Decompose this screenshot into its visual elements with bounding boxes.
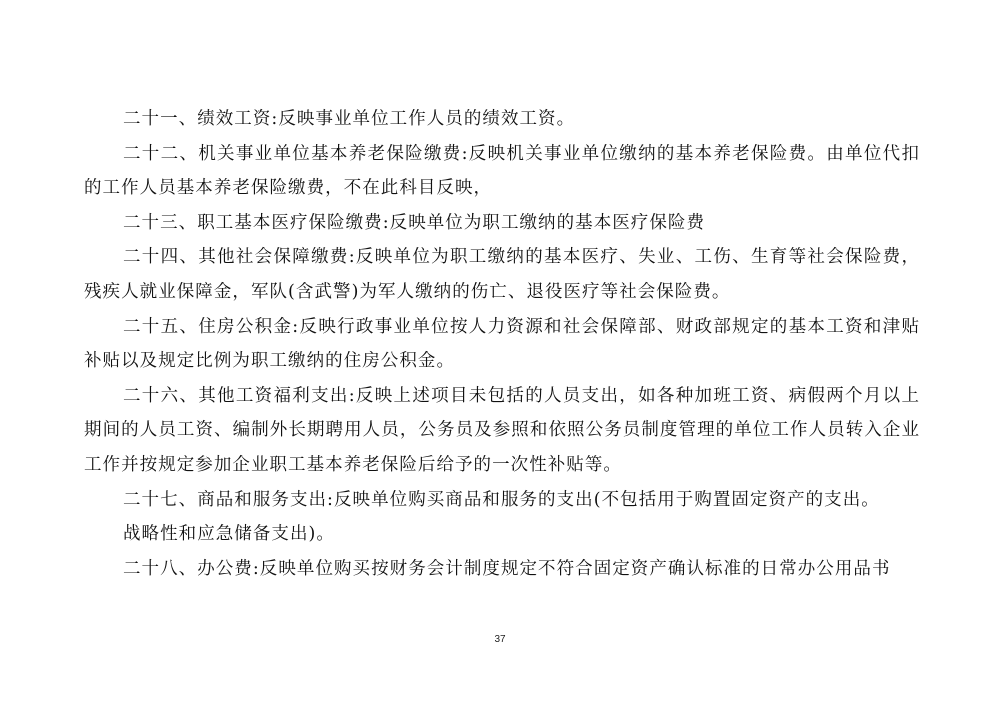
- paragraph-item-21: 二十一、绩效工资:反映事业单位工作人员的绩效工资。: [123, 109, 576, 129]
- page-number: 37: [494, 634, 506, 645]
- paragraph-item-26: 二十六、其他工资福利支出:反映上述项目未包括的人员支出，如各种加班工资、病假两个月以上期间的人员工资、编制外长期聘用人员，公务员及参照和依照公务员制度管理的单位工作人员转入企业工作并按规定参加企业职工基本养老保险后给予的一次性补贴等。: [84, 385, 920, 475]
- paragraph-item-22: 二十二、机关事业单位基本养老保险缴费:反映机关事业单位缴纳的基本养老保险费。由单位代扣的工作人员基本养老保险缴费，不在此科目反映，: [84, 143, 920, 199]
- paragraph-item-28: 二十八、办公费:反映单位购买按财务会计制度规定不符合固定资产确认标准的日常办公用品书: [123, 558, 891, 579]
- paragraph-item-23: 二十三、职工基本医疗保险缴费:反映单位为职工缴纳的基本医疗保险费: [123, 212, 705, 233]
- paragraph-item-27-continuation: 战略性和应急储备支出)。: [123, 524, 335, 545]
- paragraph-item-27: 二十七、商品和服务支出:反映单位购买商品和服务的支出(不包括用于购置固定资产的支出。: [123, 489, 880, 510]
- paragraph-item-25: 二十五、住房公积金:反映行政事业单位按人力资源和社会保障部、财政部规定的基本工资和津贴补贴以及规定比例为职工缴纳的住房公积金。: [84, 316, 920, 372]
- paragraph-item-24: 二十四、其他社会保障缴费:反映单位为职工缴纳的基本医疗、失业、工伤、生育等社会保险费，残疾人就业保障金，军队(含武警)为军人缴纳的伤亡、退役医疗等社会保险费。: [84, 247, 920, 302]
- document-body: [84, 102, 920, 586]
